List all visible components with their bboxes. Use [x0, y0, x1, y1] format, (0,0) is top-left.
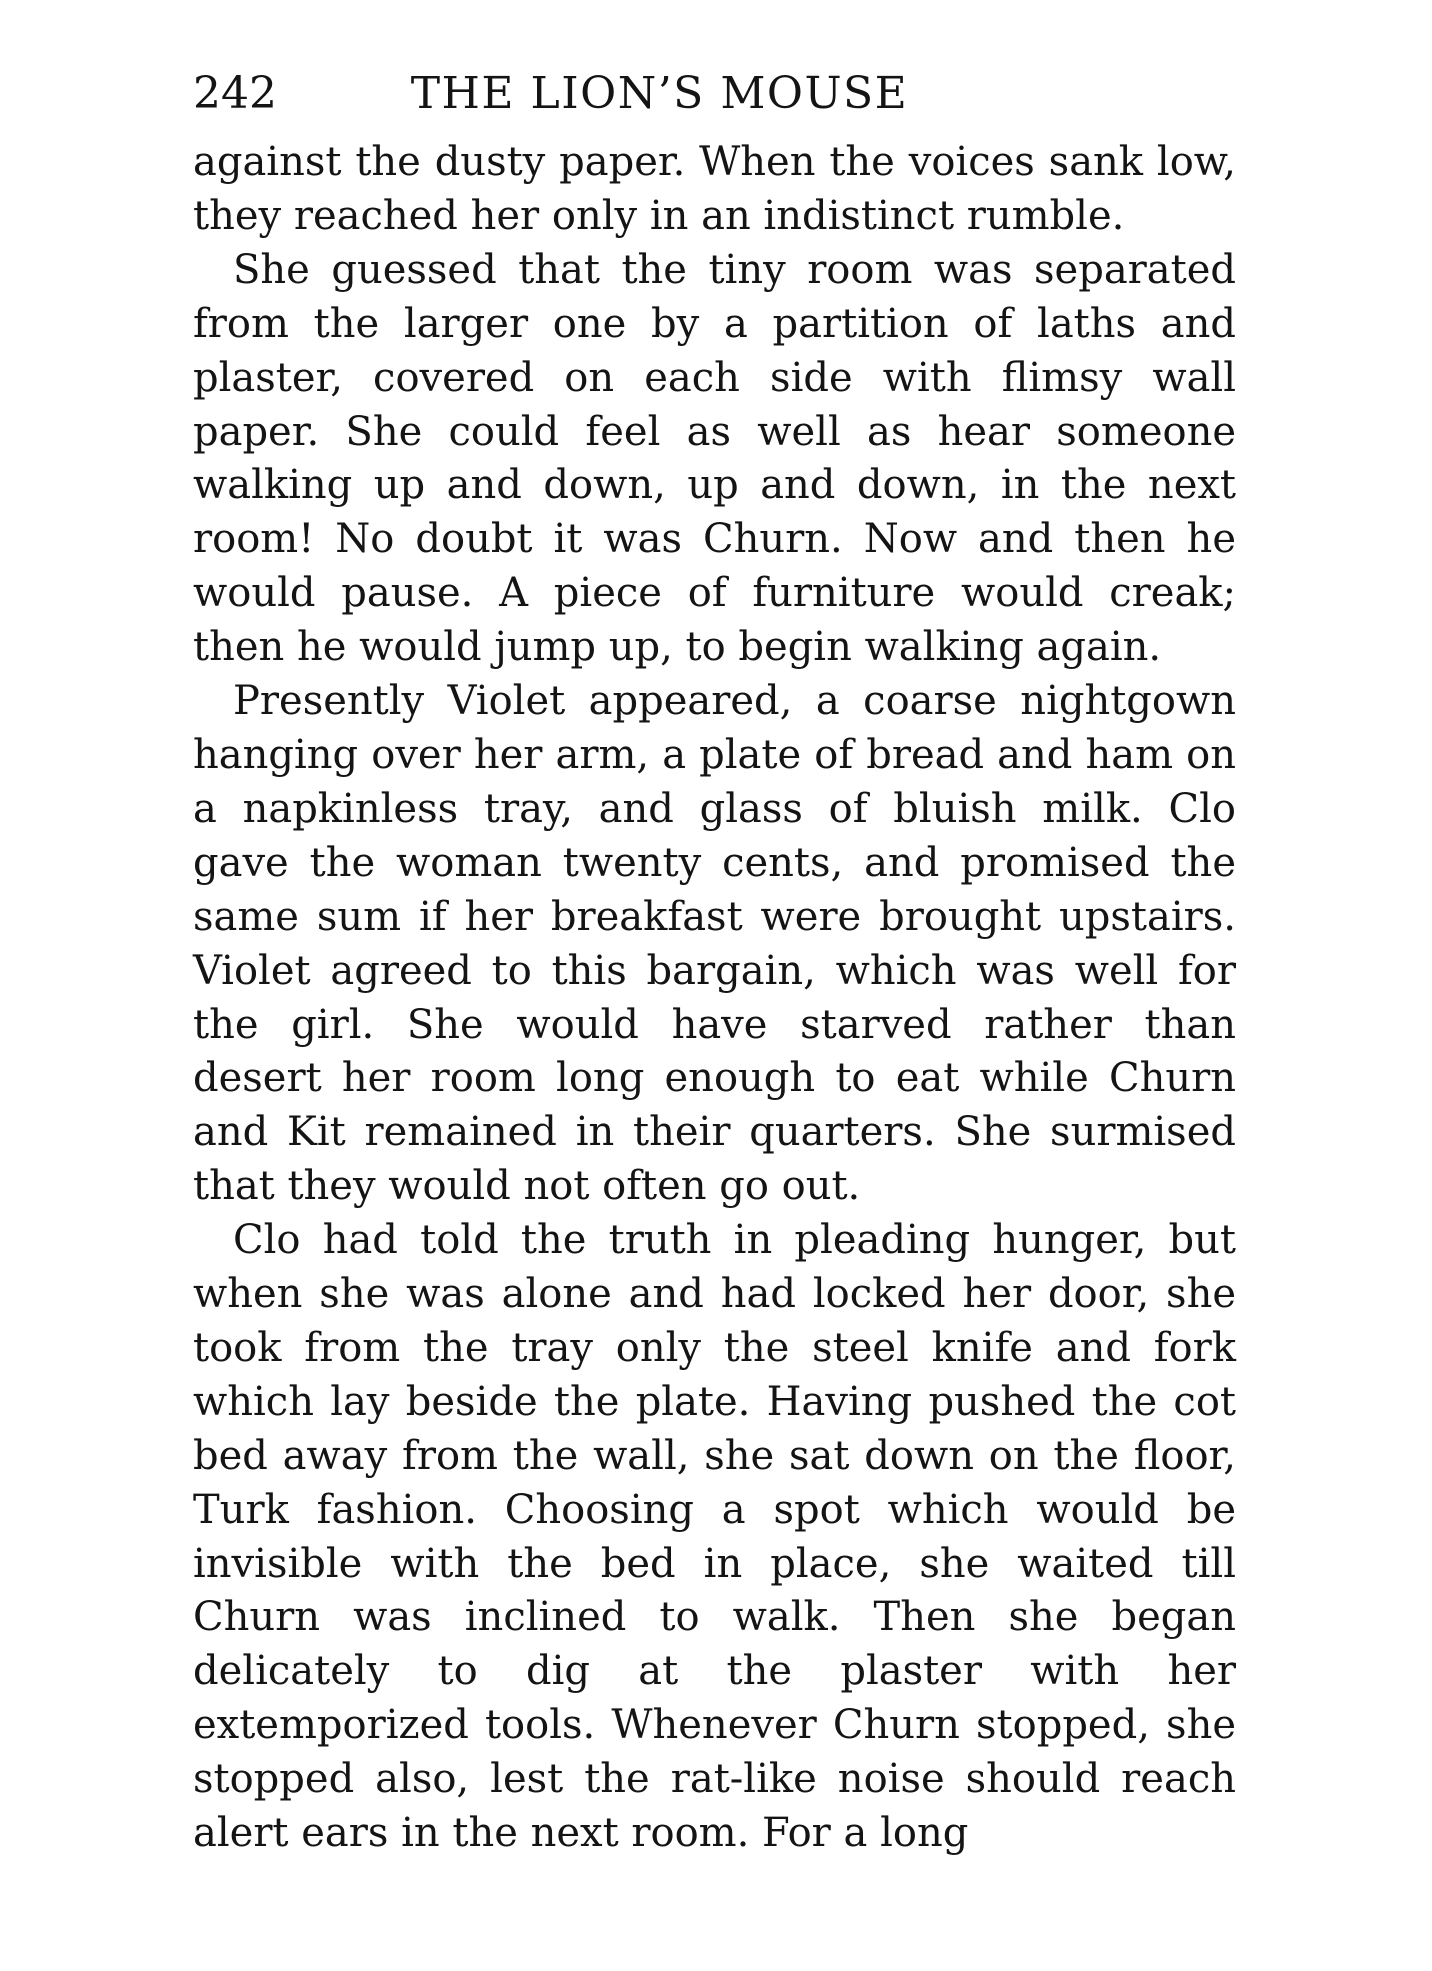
page-number: 242 — [193, 68, 277, 119]
running-title: THE LION’S MOUSE — [410, 68, 909, 119]
paragraph: Presently Violet appeared, a coarse nightgown hanging over her arm, a plate of bread and ham on a napkinless tray, and glass of bluish milk. Clo gave the woman twenty cents, and promised the same sum if her breakfast were brought upstairs. Violet agreed to this bargain, which was well for the girl. She would have starved rather than desert her room long enough to eat while Churn and Kit remained in their quarters. She surmised that they would not often go out. — [193, 678, 1236, 1210]
paragraph: She guessed that the tiny room was separated from the larger one by a partition of laths and plaster, covered on each side with flimsy wall paper. She could feel as well as hear someone walking up and down, up and down, in the next room! No doubt it was Churn. Now and then he would pause. A piece of furniture would creak; then he would jump up, to begin walking again. — [193, 246, 1236, 671]
paragraph: Clo had told the truth in pleading hunger, but when she was alone and had locked her door, she took from the tray only the steel knife and fork which lay beside the plate. Having pushed the cot bed away from the wall, she sat down on the floor, Turk fashion. Choosing a spot which would be invisible with the bed in place, she waited till Churn was inclined to walk. Then she began delicately to dig at the plaster with her extemporized tools. Whenever Churn stopped, she stopped also, lest the rat-like noise should reach alert ears in the next room. For a long — [193, 1217, 1236, 1857]
paragraph-continuation: against the dusty paper. When the voices sank low, they reached her only in an indistinct rumble. — [193, 139, 1236, 239]
book-page — [193, 64, 1236, 1861]
page-header — [193, 64, 1236, 124]
body-text — [193, 136, 1236, 1861]
